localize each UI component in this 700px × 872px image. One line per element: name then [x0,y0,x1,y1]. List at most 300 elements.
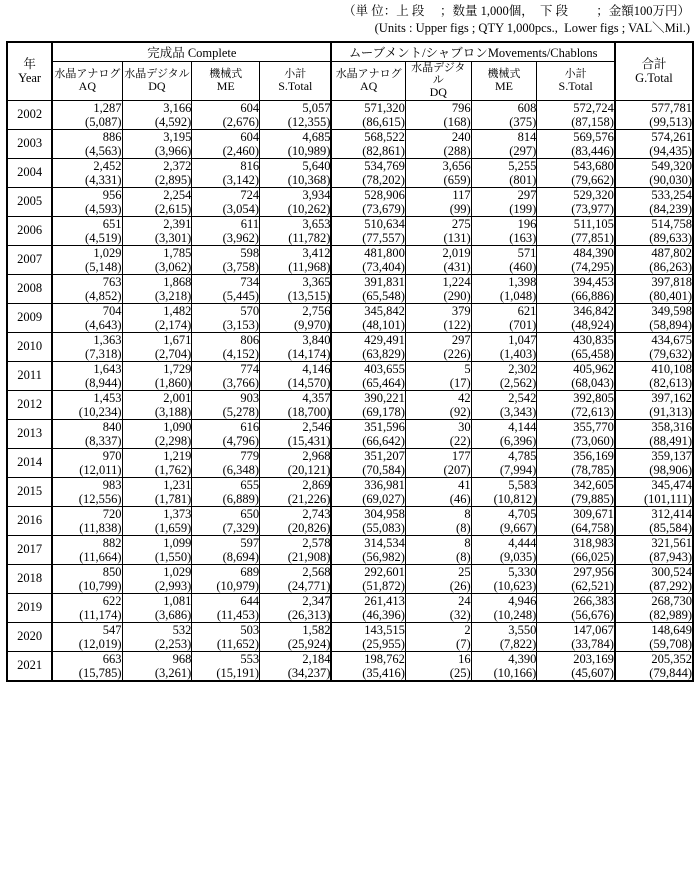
cell-quantity: 355,770 [573,419,614,434]
table-body [7,100,693,681]
cell-quantity: 397,818 [651,274,692,289]
cell-complete-me [192,651,260,681]
cell-grand-total [615,477,693,506]
cell-value: (10,812) [493,491,537,506]
row-year: 2013 [7,419,52,448]
cell-value: (2,298) [154,433,192,448]
cell-movements-dq [405,100,471,129]
cell-value: (11,782) [288,230,331,245]
cell-movements-aq [331,129,405,158]
cell-quantity: 5,330 [508,564,537,579]
cell-grand-total [615,535,693,564]
cell-quantity: 903 [240,390,260,405]
cell-movements-aq [331,303,405,332]
row-year: 2019 [7,593,52,622]
cell-value: (5,445) [222,288,260,303]
cell-quantity: 4,705 [508,506,537,521]
cell-quantity: 4,390 [508,651,537,666]
cell-quantity: 2,184 [302,651,331,666]
cell-quantity: 2,302 [508,361,537,376]
cell-quantity: 25 [458,564,471,579]
cell-quantity: 1,099 [163,535,192,550]
cell-grand-total [615,332,693,361]
cell-quantity: 514,758 [651,216,692,231]
table-row [7,564,693,593]
cell-quantity: 292,601 [364,564,405,579]
cell-movements-dq [405,332,471,361]
cell-quantity: 533,254 [651,187,692,202]
unit-note-jp: （単 位：上 段 ；数量 1,000個， 下 段 ；金額100万円） [343,4,690,18]
cell-value: (10,799) [78,578,122,593]
cell-value: (32) [449,607,471,622]
cell-value: (3,261) [154,665,192,680]
cell-quantity: 571 [517,245,537,260]
cell-quantity: 724 [240,187,260,202]
cell-complete-dq [122,129,192,158]
cell-value: (83,446) [571,143,614,158]
cell-quantity: 342,605 [573,477,614,492]
cell-value: (66,886) [571,288,614,303]
watch-production-table [6,41,694,682]
table-row [7,303,693,332]
table-row [7,361,693,390]
cell-value: (65,548) [362,288,405,303]
cell-value: (13,515) [287,288,331,303]
cell-value: (69,027) [362,491,405,506]
cell-value: (9,035) [499,549,537,564]
cell-complete-dq [122,622,192,651]
cell-quantity: 816 [240,158,260,173]
cell-quantity: 1,453 [93,390,122,405]
cell-value: (4,152) [222,346,260,361]
cell-quantity: 720 [102,506,122,521]
cell-quantity: 968 [172,651,192,666]
cell-value: (73,977) [571,201,614,216]
cell-movements-dq [405,216,471,245]
cell-movements-dq [405,419,471,448]
cell-movements-aq [331,274,405,303]
cell-value: (66,025) [571,549,614,564]
cell-quantity: 4,146 [302,361,331,376]
cell-value: (20,826) [287,520,331,535]
cell-complete-me [192,361,260,390]
unit-note-en: (Units : Upper figs ; QTY 1,000pcs., Lower figs ; VAL＼Mil.) [374,20,690,35]
row-year: 2007 [7,245,52,274]
table-row [7,593,693,622]
cell-quantity: 205,352 [651,651,692,666]
cell-value: (2,562) [499,375,537,390]
cell-grand-total [615,274,693,303]
cell-value: (2,615) [154,201,192,216]
cell-value: (25) [449,665,471,680]
cell-quantity: 16 [458,651,471,666]
cell-value: (12,556) [78,491,122,506]
cell-movements-aq [331,390,405,419]
cell-quantity: 534,769 [364,158,405,173]
cell-quantity: 2,372 [163,158,192,173]
cell-value: (80,401) [649,288,692,303]
cell-quantity: 1,582 [302,622,331,637]
cell-quantity: 390,221 [364,390,405,405]
cell-grand-total [615,158,693,187]
cell-complete-subtotal [260,245,332,274]
cell-value: (3,962) [222,230,260,245]
cell-quantity: 806 [240,332,260,347]
cell-complete-me [192,390,260,419]
cell-movements-aq [331,419,405,448]
cell-grand-total [615,187,693,216]
cell-value: (1,048) [499,288,537,303]
cell-value: (2,676) [222,114,260,129]
cell-quantity: 1,047 [508,332,537,347]
header-row-sub [7,61,693,100]
cell-quantity: 604 [240,129,260,144]
cell-movements-me [471,274,537,303]
cell-quantity: 1,671 [163,332,192,347]
cell-quantity: 604 [240,100,260,115]
cell-quantity: 598 [240,245,260,260]
cell-quantity: 268,730 [651,593,692,608]
cell-complete-subtotal [260,361,332,390]
cell-complete-me [192,593,260,622]
cell-movements-subtotal [537,187,615,216]
cell-complete-subtotal [260,564,332,593]
cell-value: (701) [509,317,537,332]
cell-movements-me [471,129,537,158]
cell-value: (11,453) [216,607,260,622]
cell-movements-subtotal [537,622,615,651]
cell-grand-total [615,506,693,535]
cell-quantity: 379 [451,303,471,318]
cell-value: (7,994) [499,462,537,477]
cell-grand-total [615,303,693,332]
cell-movements-aq [331,187,405,216]
cell-value: (85,584) [649,520,692,535]
cell-movements-me [471,216,537,245]
cell-quantity: 1,363 [93,332,122,347]
cell-quantity: 3,934 [302,187,331,202]
cell-value: (8,944) [85,375,122,390]
row-year: 2015 [7,477,52,506]
cell-movements-dq [405,158,471,187]
cell-value: (288) [443,143,471,158]
table-row [7,390,693,419]
cell-value: (98,906) [649,462,692,477]
row-year: 2002 [7,100,52,129]
cell-quantity: 304,958 [364,506,405,521]
cell-value: (3,758) [222,259,260,274]
cell-movements-subtotal [537,564,615,593]
cell-quantity: 345,474 [651,477,692,492]
cell-quantity: 571,320 [364,100,405,115]
cell-value: (78,785) [571,462,614,477]
table-row [7,506,693,535]
table-row [7,535,693,564]
cell-value: (801) [509,172,537,187]
row-year: 2005 [7,187,52,216]
cell-complete-aq [52,187,122,216]
cell-complete-aq [52,129,122,158]
cell-quantity: 1,287 [93,100,122,115]
cell-movements-subtotal [537,651,615,681]
cell-value: (25,924) [287,636,331,651]
cell-quantity: 840 [102,419,122,434]
cell-quantity: 621 [517,303,537,318]
table-row [7,274,693,303]
cell-quantity: 529,320 [573,187,614,202]
cell-complete-aq [52,361,122,390]
cell-value: (2,253) [154,636,192,651]
cell-value: (74,295) [571,259,614,274]
cell-quantity: 1,482 [163,303,192,318]
cell-complete-dq [122,448,192,477]
cell-value: (87,292) [649,578,692,593]
cell-value: (79,662) [571,172,614,187]
table-row [7,187,693,216]
cell-quantity: 397,162 [651,390,692,405]
cell-movements-dq [405,593,471,622]
cell-value: (101,111) [643,491,692,506]
cell-quantity: 403,655 [364,361,405,376]
cell-value: (4,643) [85,317,122,332]
cell-value: (11,652) [216,636,260,651]
cell-value: (35,416) [362,665,405,680]
cell-complete-subtotal [260,274,332,303]
cell-value: (3,343) [499,404,537,419]
cell-quantity: 983 [102,477,122,492]
header-group-movements: ムーブメント/シャブロンMovements/Chablons [331,42,614,62]
cell-value: (82,861) [362,143,405,158]
cell-quantity: 689 [240,564,260,579]
cell-value: (33,784) [571,636,614,651]
row-year: 2003 [7,129,52,158]
cell-complete-aq [52,274,122,303]
cell-value: (3,218) [154,288,192,303]
cell-value: (45,607) [571,665,614,680]
cell-quantity: 297 [517,187,537,202]
cell-complete-me [192,187,260,216]
table-row [7,477,693,506]
cell-complete-dq [122,361,192,390]
cell-quantity: 510,634 [364,216,405,231]
table-row [7,245,693,274]
cell-quantity: 345,842 [364,303,405,318]
header-complete-dq: 水晶デジタル DQ [122,61,192,100]
cell-quantity: 1,081 [163,593,192,608]
cell-quantity: 2,347 [302,593,331,608]
cell-complete-subtotal [260,332,332,361]
cell-movements-subtotal [537,129,615,158]
cell-value: (297) [509,143,537,158]
cell-complete-aq [52,564,122,593]
cell-value: (14,174) [287,346,331,361]
cell-value: (1,860) [154,375,192,390]
header-complete-subtotal: 小計 S.Total [260,61,332,100]
cell-quantity: 321,561 [651,535,692,550]
table-row [7,332,693,361]
cell-quantity: 1,029 [163,564,192,579]
cell-quantity: 886 [102,129,122,144]
cell-quantity: 663 [102,651,122,666]
cell-value: (14,570) [287,375,331,390]
cell-quantity: 572,724 [573,100,614,115]
cell-quantity: 1,090 [163,419,192,434]
cell-value: (2,704) [154,346,192,361]
cell-movements-me [471,390,537,419]
cell-complete-subtotal [260,303,332,332]
cell-complete-subtotal [260,593,332,622]
cell-quantity: 349,598 [651,303,692,318]
row-year: 2011 [7,361,52,390]
cell-quantity: 275 [451,216,471,231]
cell-quantity: 312,414 [651,506,692,521]
cell-quantity: 24 [458,593,471,608]
cell-complete-aq [52,390,122,419]
cell-quantity: 3,166 [163,100,192,115]
cell-movements-aq [331,506,405,535]
cell-value: (3,686) [154,607,192,622]
cell-complete-aq [52,245,122,274]
cell-complete-aq [52,332,122,361]
cell-value: (15,191) [216,665,260,680]
cell-value: (82,989) [649,607,692,622]
cell-movements-dq [405,448,471,477]
cell-quantity: 41 [458,477,471,492]
cell-value: (2,174) [154,317,192,332]
cell-value: (26) [449,578,471,593]
cell-value: (12,355) [287,114,331,129]
table-row [7,100,693,129]
cell-value: (207) [443,462,471,477]
cell-movements-aq [331,158,405,187]
cell-movements-subtotal [537,419,615,448]
cell-movements-aq [331,361,405,390]
cell-quantity: 2,452 [93,158,122,173]
cell-quantity: 484,390 [573,245,614,260]
cell-value: (375) [509,114,537,129]
cell-complete-dq [122,245,192,274]
cell-complete-subtotal [260,622,332,651]
cell-quantity: 622 [102,593,122,608]
cell-movements-me [471,651,537,681]
cell-complete-subtotal [260,100,332,129]
cell-quantity: 4,685 [302,129,331,144]
cell-movements-subtotal [537,593,615,622]
header-movements-dq: 水晶デジタル DQ [405,61,471,100]
row-year: 2021 [7,651,52,681]
cell-complete-dq [122,477,192,506]
cell-movements-dq [405,535,471,564]
cell-movements-subtotal [537,100,615,129]
cell-complete-subtotal [260,506,332,535]
cell-value: (6,348) [222,462,260,477]
unit-notes [0,0,700,39]
cell-value: (4,796) [222,433,260,448]
cell-movements-subtotal [537,303,615,332]
cell-quantity: 2,542 [508,390,537,405]
cell-quantity: 42 [458,390,471,405]
cell-quantity: 644 [240,593,260,608]
cell-quantity: 2,756 [302,303,331,318]
cell-value: (62,521) [571,578,614,593]
cell-complete-me [192,419,260,448]
cell-value: (3,966) [154,143,192,158]
cell-quantity: 481,800 [364,245,405,260]
cell-grand-total [615,361,693,390]
cell-value: (77,851) [571,230,614,245]
cell-quantity: 2,391 [163,216,192,231]
cell-complete-subtotal [260,158,332,187]
cell-value: (5,087) [85,114,122,129]
cell-value: (2,993) [154,578,192,593]
cell-value: (226) [443,346,471,361]
cell-movements-me [471,158,537,187]
row-year: 2017 [7,535,52,564]
cell-value: (87,158) [571,114,614,129]
cell-value: (55,083) [362,520,405,535]
cell-value: (168) [443,114,471,129]
cell-value: (163) [509,230,537,245]
cell-grand-total [615,593,693,622]
cell-quantity: 394,453 [573,274,614,289]
cell-value: (18,700) [287,404,331,419]
cell-value: (63,829) [362,346,405,361]
cell-movements-dq [405,187,471,216]
header-group-complete: 完成品 Complete [52,42,331,62]
cell-value: (79,885) [571,491,614,506]
table-row [7,651,693,681]
cell-grand-total [615,564,693,593]
cell-value: (73,404) [362,259,405,274]
cell-quantity: 177 [451,448,471,463]
cell-complete-aq [52,622,122,651]
cell-value: (15,785) [78,665,122,680]
cell-quantity: 2,568 [302,564,331,579]
cell-movements-aq [331,535,405,564]
cell-complete-dq [122,158,192,187]
cell-quantity: 8 [464,506,471,521]
cell-quantity: 198,762 [364,651,405,666]
header-row-groups [7,42,693,62]
cell-value: (10,989) [287,143,331,158]
cell-quantity: 5,583 [508,477,537,492]
cell-movements-aq [331,622,405,651]
cell-value: (3,301) [154,230,192,245]
table-row [7,419,693,448]
cell-grand-total [615,129,693,158]
cell-quantity: 570 [240,303,260,318]
row-year: 2012 [7,390,52,419]
cell-quantity: 549,320 [651,158,692,173]
cell-value: (2,895) [154,172,192,187]
cell-complete-aq [52,216,122,245]
cell-quantity: 4,144 [508,419,537,434]
cell-value: (73,679) [362,201,405,216]
cell-value: (4,593) [85,201,122,216]
cell-quantity: 774 [240,361,260,376]
cell-complete-subtotal [260,129,332,158]
cell-quantity: 882 [102,535,122,550]
cell-quantity: 1,398 [508,274,537,289]
cell-value: (1,762) [154,462,192,477]
cell-value: (1,403) [499,346,537,361]
cell-complete-subtotal [260,390,332,419]
cell-value: (26,313) [287,607,331,622]
cell-complete-subtotal [260,187,332,216]
cell-quantity: 356,169 [573,448,614,463]
cell-quantity: 2,869 [302,477,331,492]
cell-quantity: 30 [458,419,471,434]
